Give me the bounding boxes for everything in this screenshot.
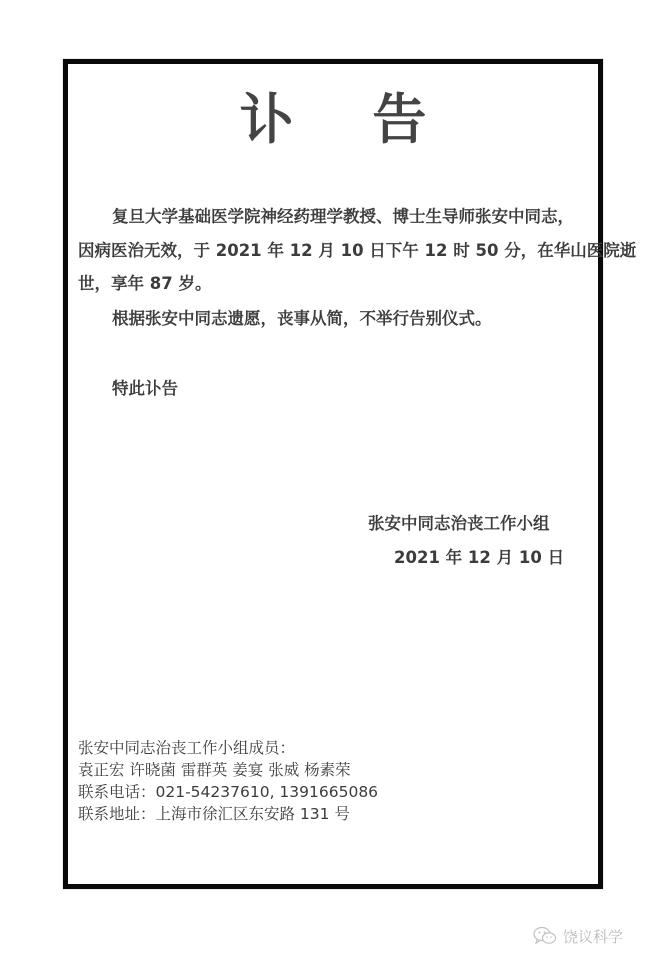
obituary-notice-frame bbox=[63, 59, 637, 889]
members-names: 袁正宏 许晓菌 雷群英 姜宴 张威 杨素荣 bbox=[78, 761, 351, 779]
notice-closing bbox=[78, 372, 590, 406]
notice-paragraph-death-announcement bbox=[78, 200, 637, 301]
paragraph-line: 复旦大学基础医学院神经药理学教授、博士生导师张安中同志， bbox=[112, 207, 574, 226]
paragraph-line: 世，享年 87 岁。 bbox=[78, 274, 212, 293]
closing-text: 特此讣告 bbox=[112, 379, 178, 398]
paragraph-line: 根据张安中同志遗愿，丧事从简，不举行告别仪式。 bbox=[112, 309, 492, 328]
members-heading: 张安中同志治丧工作小组成员： bbox=[78, 739, 296, 757]
notice-title: 讣 告 bbox=[239, 88, 457, 151]
wechat-icon bbox=[533, 926, 557, 946]
watermark-text: 饶议科学 bbox=[563, 927, 624, 946]
watermark bbox=[533, 925, 623, 947]
contact-address: 联系地址：上海市徐汇区东安路 131 号 bbox=[78, 805, 350, 823]
notice-paragraph-funeral-wishes bbox=[78, 302, 590, 336]
signature-organization: 张安中同志治丧工作小组 bbox=[368, 514, 550, 533]
signature-date: 2021 年 12 月 10 日 bbox=[394, 548, 565, 567]
contact-phone: 联系电话：021-54237610, 1391665086 bbox=[78, 783, 379, 801]
paragraph-line: 因病医治无效，于 2021 年 12 月 10 日下午 12 时 50 分，在华山医院逝 bbox=[78, 240, 637, 260]
committee-members-info bbox=[78, 737, 378, 825]
